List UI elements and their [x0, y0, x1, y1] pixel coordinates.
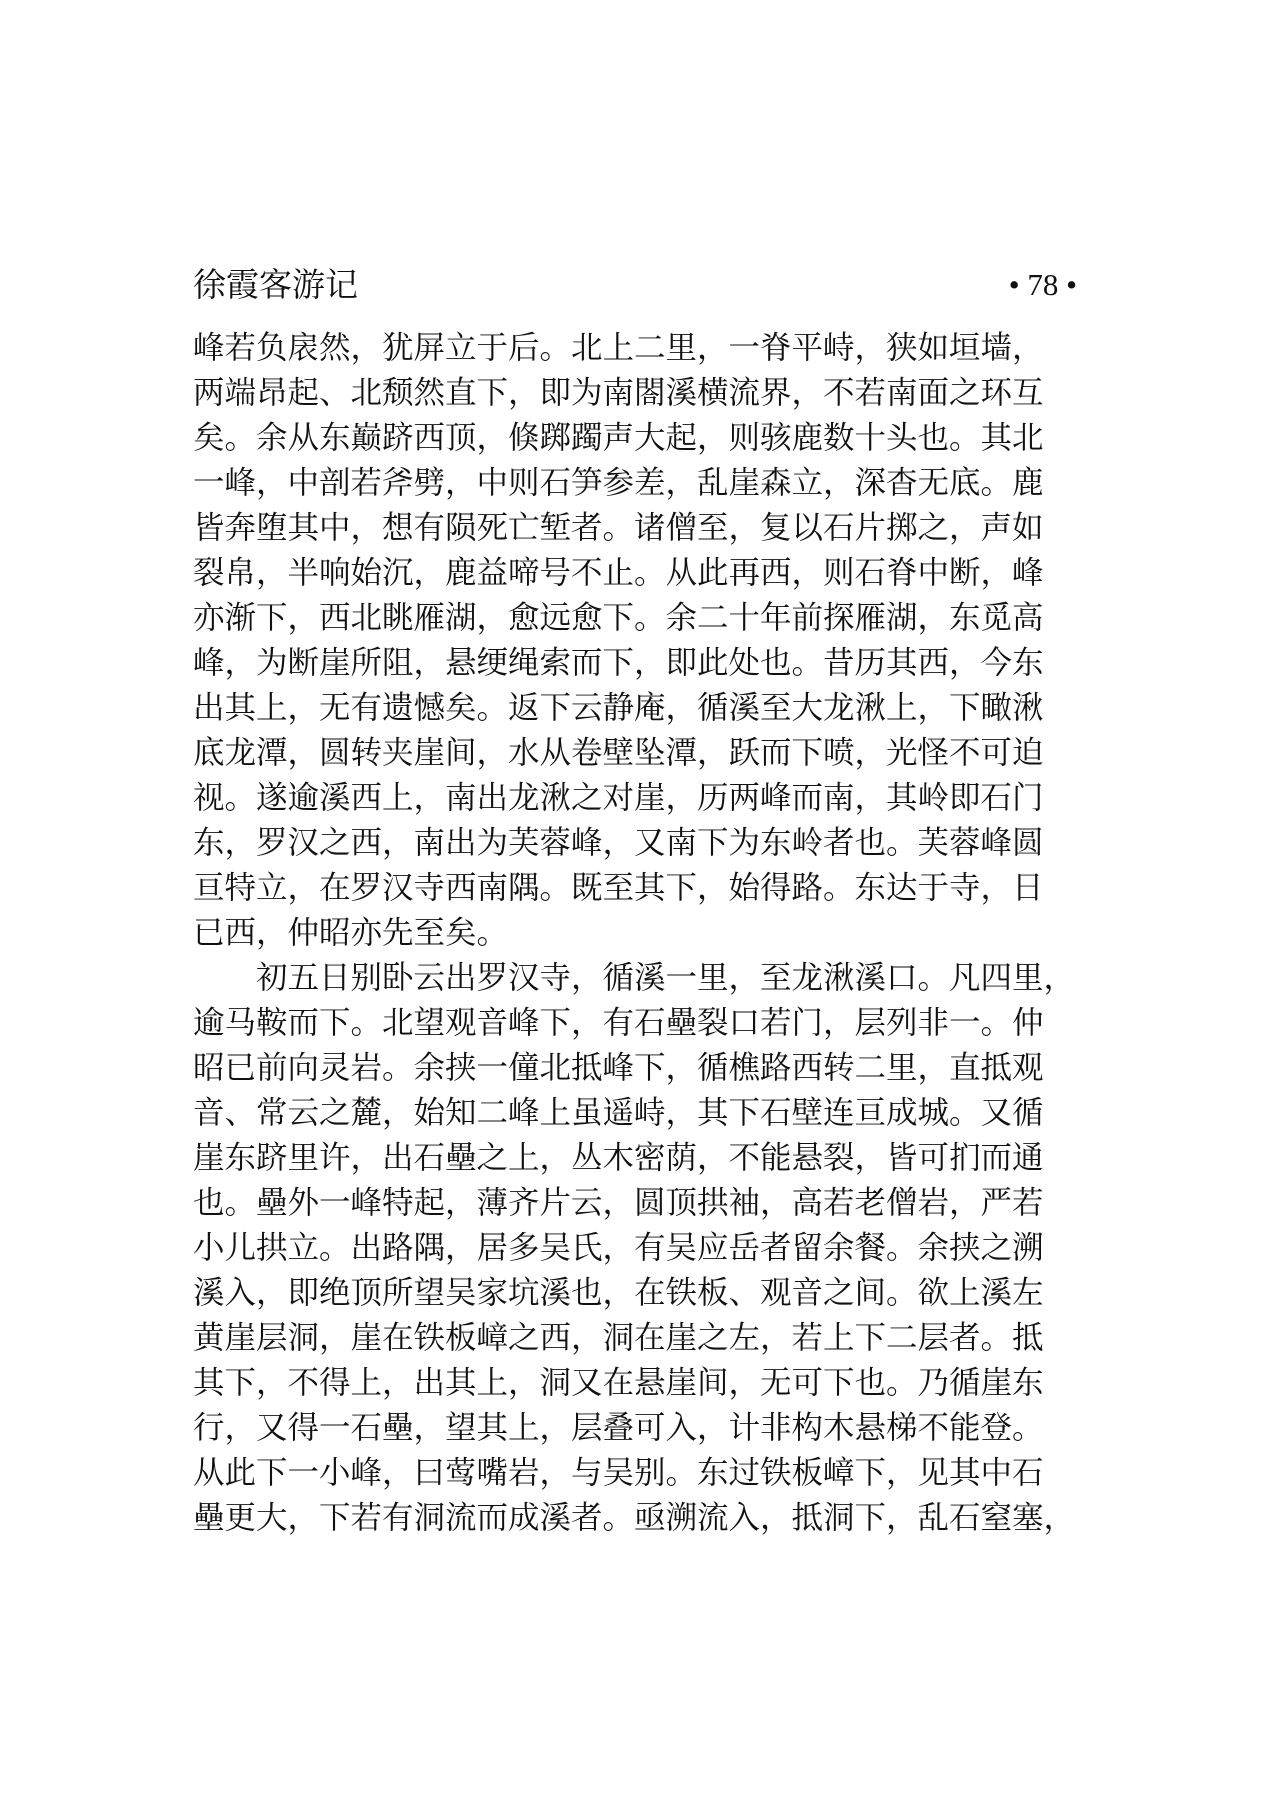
running-header	[193, 262, 1077, 308]
page-number: • 78 •	[1008, 267, 1077, 302]
text-line: 亦渐下，西北眺雁湖，愈远愈下。余二十年前探雁湖，东觅高	[193, 600, 1044, 636]
book-title: 徐霞客游记	[193, 265, 358, 304]
paragraph	[193, 326, 1081, 956]
text-line: 视。遂逾溪西上，南出龙湫之对崖，历两峰而南，其岭即石门	[193, 780, 1044, 816]
text-line: 从此下一小峰，曰莺嘴岩，与吴别。东过铁板嶂下，见其中石	[193, 1455, 1044, 1491]
text-line: 峰，为断崖所阻，悬绠绳索而下，即此处也。昔历其西，今东	[193, 645, 1044, 681]
text-line: 出其上，无有遗憾矣。返下云静庵，循溪至大龙湫上，下瞰湫	[193, 690, 1044, 726]
text-line: 峰若负扆然，犹屏立于后。北上二里，一脊平峙，狭如垣墙，	[193, 330, 1044, 366]
text-line: 小儿拱立。出路隅，居多吴氏，有吴应岳者留余餐。余挟之溯	[193, 1230, 1044, 1266]
text-line: 已西，仲昭亦先至矣。	[193, 915, 509, 951]
paragraph	[193, 956, 1081, 1541]
text-line: 行，又得一石壘，望其上，层叠可入，计非构木悬梯不能登。	[193, 1410, 1044, 1446]
text-line: 底龙潭，圆转夹崖间，水从卷壁坠潭，跃而下喷，光怪不可迫	[193, 735, 1044, 771]
text-line: 崖东跻里许，出石壘之上，丛木密荫，不能悬裂，皆可扪而通	[193, 1140, 1044, 1176]
text-line: 黄崖层洞，崖在铁板嶂之西，洞在崖之左，若上下二层者。抵	[193, 1320, 1044, 1356]
text-line: 逾马鞍而下。北望观音峰下，有石壘裂口若门，层列非一。仲	[193, 1005, 1044, 1041]
text-line: 裂帛，半响始沉，鹿益啼号不止。从此再西，则石脊中断，峰	[193, 555, 1044, 591]
text-line: 壘更大，下若有洞流而成溪者。亟溯流入，抵洞下，乱石窒塞，	[193, 1500, 1076, 1536]
text-line: 昭已前向灵岩。余挟一僮北抵峰下，循樵路西转二里，直抵观	[193, 1050, 1044, 1086]
text-line: 其下，不得上，出其上，洞又在悬崖间，无可下也。乃循崖东	[193, 1365, 1044, 1401]
text-line: 溪入，即绝顶所望吴家坑溪也，在铁板、观音之间。欲上溪左	[193, 1275, 1044, 1311]
text-line: 两端昂起、北颓然直下，即为南閤溪横流界，不若南面之环互	[193, 375, 1044, 411]
text-line: 音、常云之麓，始知二峰上虽遥峙，其下石壁连亘成城。又循	[193, 1095, 1044, 1131]
body-text	[193, 326, 1081, 1541]
text-line: 矣。余从东巅跻西顶，倏踯躅声大起，则骇鹿数十头也。其北	[193, 420, 1044, 456]
text-line: 初五日别卧云出罗汉寺，循溪一里，至龙湫溪口。凡四里，	[256, 960, 1076, 996]
text-line: 皆奔堕其中，想有陨死亡堑者。诸僧至，复以石片掷之，声如	[193, 510, 1044, 546]
text-line: 也。壘外一峰特起，薄齐片云，圆顶拱袖，高若老僧岩，严若	[193, 1185, 1044, 1221]
text-line: 亘特立，在罗汉寺西南隅。既至其下，始得路。东达于寺，日	[193, 870, 1044, 906]
text-line: 东，罗汉之西，南出为芙蓉峰，又南下为东岭者也。芙蓉峰圆	[193, 825, 1044, 861]
text-line: 一峰，中剖若斧劈，中则石笋参差，乱崖森立，深杳无底。鹿	[193, 465, 1044, 501]
